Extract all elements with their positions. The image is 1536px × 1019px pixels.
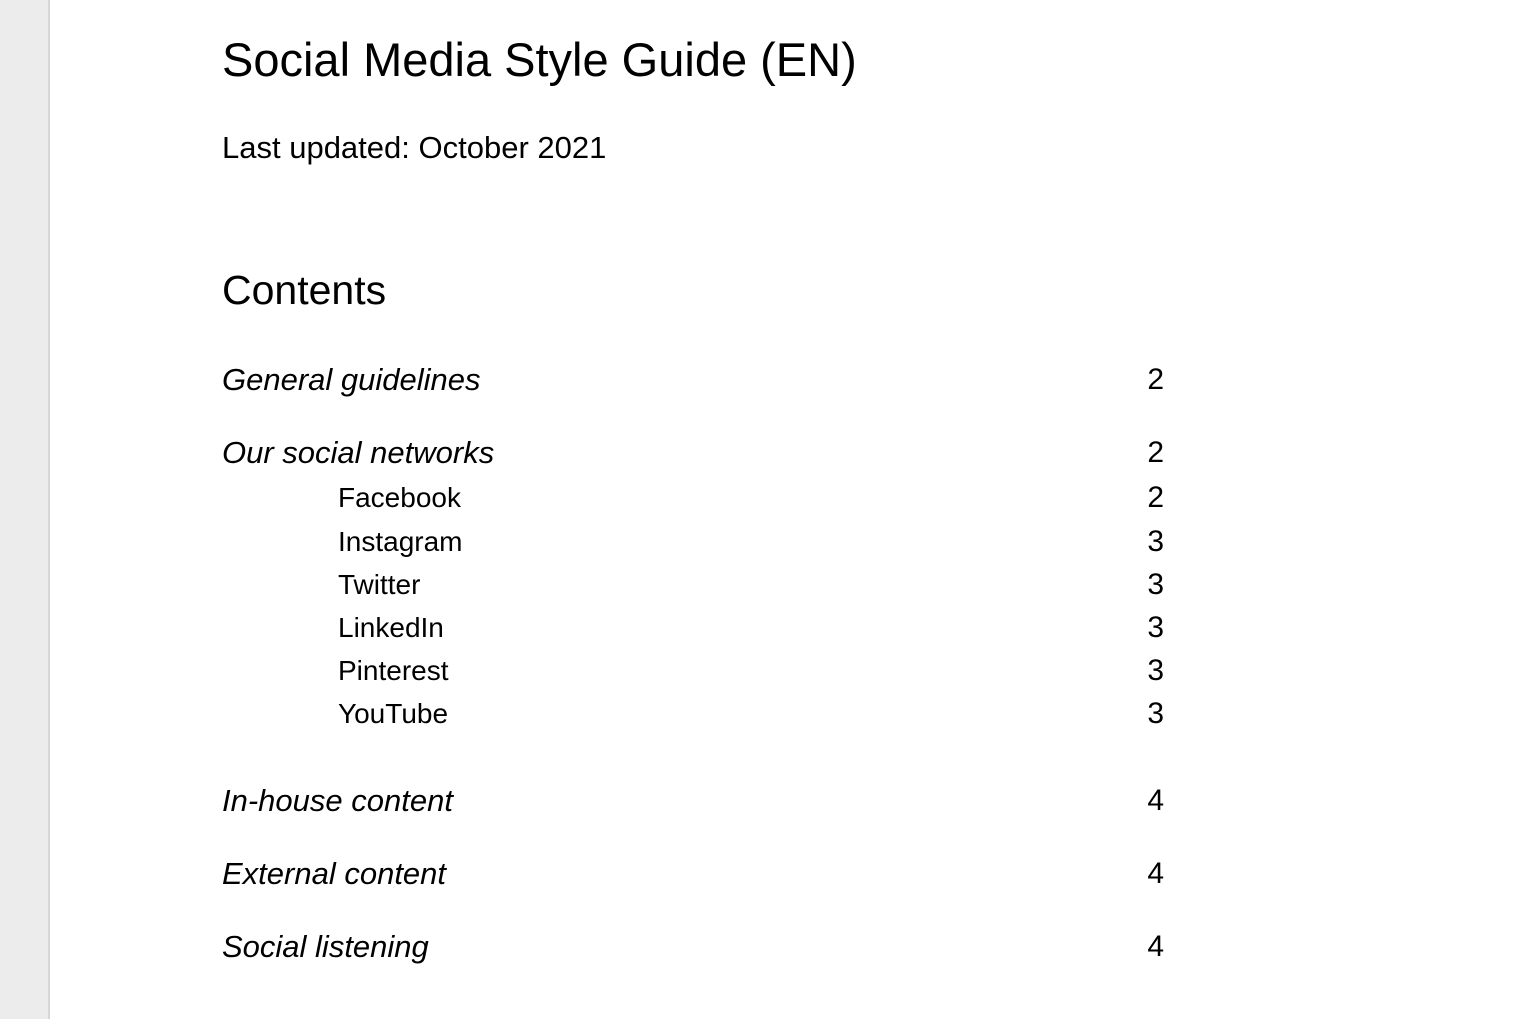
toc-entry-page: 3 [1147, 525, 1164, 558]
toc-entry-label: Instagram [338, 526, 463, 557]
toc-entry-label: General guidelines [222, 362, 481, 397]
toc-entry-page: 4 [1147, 930, 1164, 963]
toc-entry-page: 3 [1147, 611, 1164, 644]
toc-entry-instagram[interactable] [222, 522, 1164, 562]
toc-entry-label: Our social networks [222, 435, 495, 470]
toc-entry-twitter[interactable] [222, 565, 1164, 605]
toc-entry-facebook[interactable] [222, 478, 1164, 518]
toc-entry-youtube[interactable] [222, 694, 1164, 734]
toc-entry-pinterest[interactable] [222, 651, 1164, 691]
contents-heading: Contents [222, 267, 387, 313]
toc-entry-page: 2 [1147, 436, 1164, 469]
toc-entry-page: 3 [1147, 568, 1164, 601]
toc-entry-in-house-content[interactable] [222, 781, 1164, 821]
document-page [48, 0, 1536, 1019]
toc-entry-label: External content [222, 856, 447, 891]
toc-entry-label: Pinterest [338, 655, 449, 686]
toc-entry-label: In-house content [222, 783, 453, 818]
toc-entry-page: 4 [1147, 784, 1164, 817]
toc-entry-external-content[interactable] [222, 854, 1164, 894]
document-title: Social Media Style Guide (EN) [222, 33, 857, 86]
toc-entry-page: 3 [1147, 654, 1164, 687]
toc-entry-label: Twitter [338, 569, 421, 600]
toc-entry-linkedin[interactable] [222, 608, 1164, 648]
toc-entry-label: Facebook [338, 482, 461, 513]
toc-entry-page: 2 [1147, 481, 1164, 514]
toc-entry-page: 4 [1147, 857, 1164, 890]
toc-entry-general-guidelines[interactable] [222, 360, 1164, 400]
toc-entry-page: 2 [1147, 363, 1164, 396]
toc-entry-social-listening[interactable] [222, 927, 1164, 967]
toc-entry-our-social-networks[interactable] [222, 433, 1164, 473]
toc-entry-label: LinkedIn [338, 612, 444, 643]
toc-entry-page: 3 [1147, 697, 1164, 730]
toc-entry-label: Social listening [222, 929, 429, 964]
last-updated: Last updated: October 2021 [222, 130, 607, 165]
toc-entry-label: YouTube [338, 698, 449, 729]
